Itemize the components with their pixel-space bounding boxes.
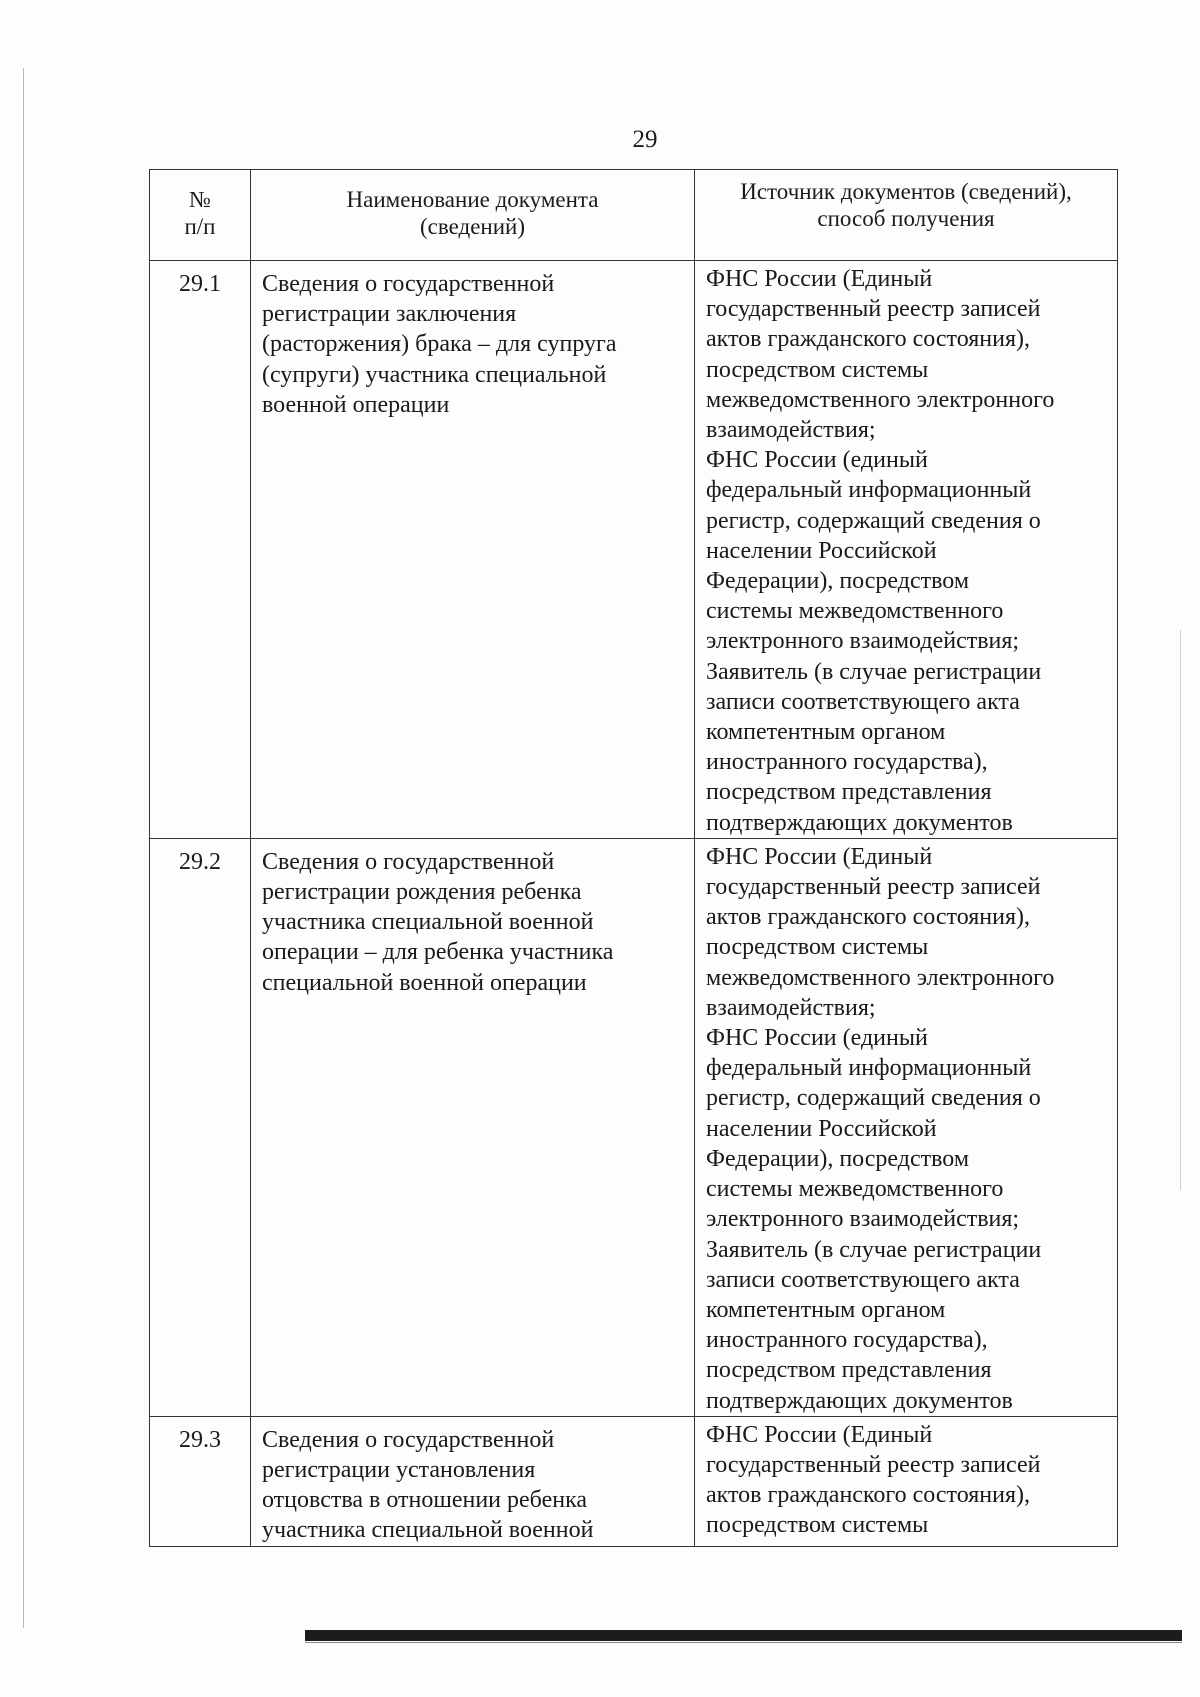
table-row: [150, 261, 1118, 839]
table-header-row: [150, 170, 1118, 261]
scan-margin-line: [23, 68, 24, 1628]
scan-bottom-bar: [305, 1630, 1182, 1641]
text-line: регистрации рождения ребенка: [262, 879, 582, 906]
text-line: отцовства в отношении ребенка: [262, 1487, 588, 1514]
table-row: [150, 1416, 1118, 1546]
text-line: посредством представления: [706, 1357, 992, 1384]
text-line: компетентным органом: [706, 1296, 946, 1323]
text-line: взаимодействия;: [706, 417, 876, 444]
text-line: участника специальной военной: [262, 909, 594, 936]
row-number: 29.2: [179, 848, 221, 875]
row-source: [695, 839, 1117, 1416]
text-line: подтверждающих документов: [706, 809, 1013, 836]
text-line: операции – для ребенка участника: [262, 939, 614, 966]
scan-margin-line-right: [1180, 630, 1181, 1190]
row-num-cell: [150, 261, 251, 839]
row-source-cell: [695, 261, 1118, 839]
document-table: [149, 169, 1118, 1547]
row-source-cell: [695, 1416, 1118, 1546]
text-line: федеральный информационный: [706, 477, 1032, 504]
text-line: актов гражданского состояния),: [706, 1482, 1030, 1509]
text-line: компетентным органом: [706, 719, 946, 746]
row-num-cell: [150, 838, 251, 1416]
row-name: [251, 839, 694, 998]
text-line: Заявитель (в случае регистрации: [706, 658, 1042, 685]
text-line: Сведения о государственной: [262, 271, 555, 297]
text-line: федеральный информационный: [706, 1055, 1032, 1082]
text-line: подтверждающих документов: [706, 1387, 1013, 1414]
text-line: межведомственного электронного: [706, 386, 1055, 413]
text-line: Федерации), посредством: [706, 568, 970, 595]
text-line: посредством системы: [706, 934, 929, 961]
text-line: Заявитель (в случае регистрации: [706, 1236, 1042, 1263]
text-line: ФНС России (Единый: [706, 843, 933, 870]
row-source: [695, 1417, 1117, 1541]
text-line: записи соответствующего акта: [706, 688, 1020, 715]
page-number: 29: [632, 126, 658, 153]
header-name: [251, 170, 695, 261]
row-source-cell: [695, 838, 1118, 1416]
text-line: записи соответствующего акта: [706, 1266, 1020, 1293]
text-line: (супруги) участника специальной: [262, 361, 607, 388]
table-row: [150, 838, 1118, 1416]
text-line: актов гражданского состояния),: [706, 326, 1030, 353]
text-line: ФНС России (единый: [706, 447, 928, 474]
header-num-line: п/п: [184, 214, 216, 239]
text-line: Сведения о государственной: [262, 848, 555, 875]
text-line: населении Российской: [706, 537, 937, 564]
header-name-line: Наименование документа: [346, 187, 599, 212]
text-line: государственный реестр записей: [706, 874, 1041, 901]
header-source-line: способ получения: [817, 206, 995, 231]
row-name-cell: [251, 261, 695, 839]
text-line: Федерации), посредством: [706, 1145, 970, 1172]
row-name: [251, 261, 694, 420]
row-name-cell: [251, 1416, 695, 1546]
text-line: посредством представления: [706, 779, 992, 806]
text-line: населении Российской: [706, 1115, 937, 1142]
text-line: взаимодействия;: [706, 994, 876, 1021]
header-source-line: Источник документов (сведений),: [740, 179, 1072, 204]
text-line: военной операции: [262, 391, 450, 418]
text-line: актов гражданского состояния),: [706, 904, 1030, 931]
text-line: Сведения о государственной: [262, 1426, 555, 1453]
text-line: иностранного государства),: [706, 749, 988, 776]
text-line: государственный реестр записей: [706, 1451, 1041, 1478]
text-line: (расторжения) брака – для супруга: [262, 331, 617, 358]
header-source: [695, 170, 1118, 261]
text-line: регистр, содержащий сведения о: [706, 507, 1041, 534]
text-line: регистрации установления: [262, 1456, 536, 1483]
row-num-cell: [150, 1416, 251, 1546]
row-number: 29.3: [179, 1426, 221, 1453]
text-line: регистрации заключения: [262, 301, 517, 328]
row-source: [695, 261, 1117, 838]
header-num-line: №: [189, 187, 211, 212]
text-line: ФНС России (Единый: [706, 266, 933, 292]
row-name-cell: [251, 838, 695, 1416]
text-line: системы межведомственного: [706, 1176, 1004, 1203]
text-line: ФНС России (Единый: [706, 1421, 933, 1448]
text-line: иностранного государства),: [706, 1327, 988, 1354]
row-name: [251, 1417, 694, 1546]
text-line: электронного взаимодействия;: [706, 1206, 1020, 1233]
text-line: посредством системы: [706, 356, 929, 383]
row-number: 29.1: [179, 271, 221, 297]
scan-bottom-line: [305, 1642, 1182, 1643]
text-line: участника специальной военной: [262, 1517, 594, 1544]
text-line: ФНС России (единый: [706, 1025, 928, 1052]
text-line: регистр, содержащий сведения о: [706, 1085, 1041, 1112]
text-line: электронного взаимодействия;: [706, 628, 1020, 655]
text-line: межведомственного электронного: [706, 964, 1055, 991]
header-name-line: (сведений): [420, 214, 525, 239]
text-line: посредством системы: [706, 1512, 929, 1539]
text-line: государственный реестр записей: [706, 296, 1041, 323]
header-num: [150, 170, 251, 261]
text-line: системы межведомственного: [706, 598, 1004, 625]
text-line: специальной военной операции: [262, 969, 587, 996]
